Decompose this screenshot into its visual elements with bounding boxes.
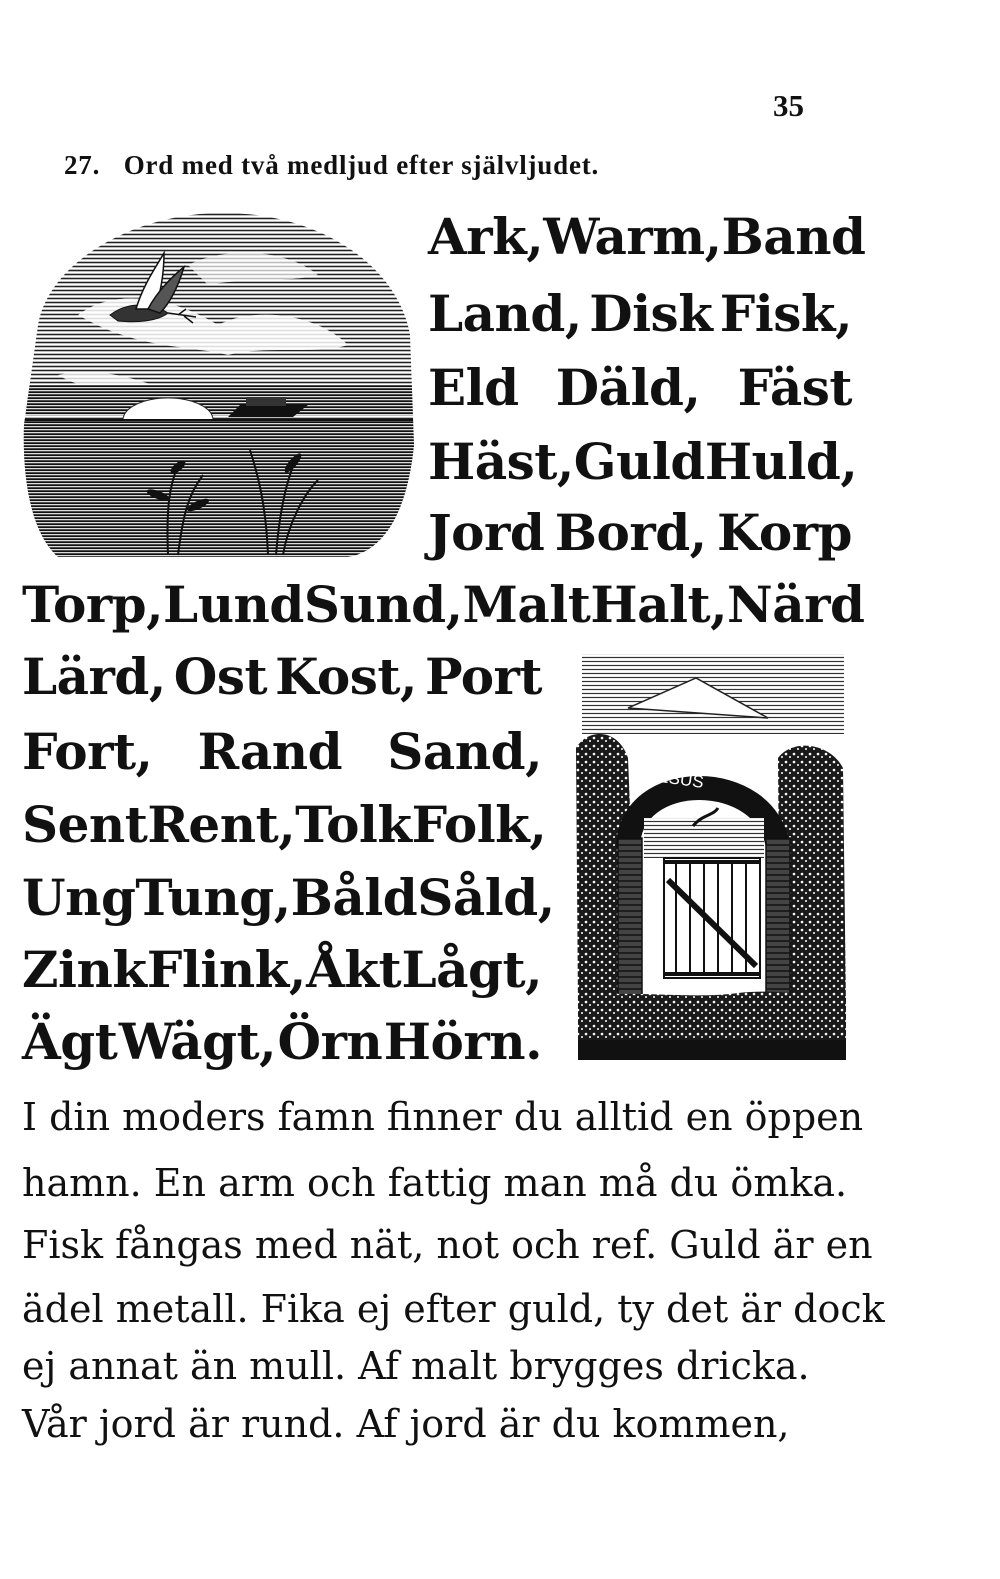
- word: Flink,: [146, 940, 306, 999]
- word: Lärd,: [22, 647, 166, 706]
- word-line: [22, 1012, 542, 1071]
- word-line: [22, 575, 865, 634]
- word: Port: [424, 647, 542, 706]
- prose-line: hamn. En arm och fattig man må du ömka.: [22, 1161, 848, 1205]
- word: Eld: [428, 358, 519, 417]
- word: Sand,: [387, 722, 542, 781]
- word: Malt: [462, 575, 591, 634]
- word: Ost: [173, 647, 268, 706]
- word: Tung,: [135, 868, 291, 927]
- word: Warm,: [543, 207, 722, 266]
- section-heading: [64, 150, 599, 181]
- section-title: Ord med två medljud efter självljudet.: [123, 150, 600, 180]
- word: Åkt: [306, 940, 402, 999]
- word: Lund: [163, 575, 304, 634]
- word: Såld,: [417, 868, 555, 927]
- arch-text: JESUS: [647, 765, 705, 792]
- word: Ung: [22, 868, 136, 927]
- word: Hörn.: [383, 1012, 542, 1071]
- gate: [664, 858, 760, 978]
- word: Sent: [22, 795, 148, 854]
- prose-line: Vår jord är rund. Af jord är du kommen,: [22, 1402, 790, 1446]
- word: Närd: [727, 575, 865, 634]
- gate-illustration: [568, 648, 850, 1066]
- word-line: [428, 503, 852, 562]
- word: Häst,: [428, 432, 574, 491]
- word: Tolk: [295, 795, 412, 854]
- word-line: [428, 432, 858, 491]
- word: Fisk,: [719, 284, 852, 343]
- word: Folk,: [411, 795, 547, 854]
- word: Guld: [573, 432, 705, 491]
- word-line: [22, 795, 547, 854]
- word: Jord: [428, 503, 545, 562]
- word: Disk: [589, 284, 713, 343]
- word: Lågt,: [401, 940, 542, 999]
- sunset-illustration: [18, 205, 418, 565]
- word-line: [428, 207, 866, 266]
- word-line: [428, 358, 852, 417]
- word: Huld,: [704, 432, 858, 491]
- word-line: [22, 940, 542, 999]
- word: Ägt: [22, 1012, 118, 1071]
- word: Båld: [290, 868, 418, 927]
- word: Sund,: [303, 575, 463, 634]
- word: Fort,: [22, 722, 153, 781]
- section-number: 27.: [64, 150, 101, 180]
- prose-line: ej annat än mull. Af malt brygges dricka.: [22, 1344, 810, 1388]
- word-line: [428, 284, 852, 343]
- word: Zink: [22, 940, 147, 999]
- word: Band: [721, 207, 866, 266]
- prose-line: Fisk fångas med nät, not och ref. Guld är en: [22, 1223, 873, 1267]
- word: Bord,: [554, 503, 707, 562]
- word-line: [22, 647, 542, 706]
- word-line: [22, 868, 555, 927]
- word: Rand: [197, 722, 343, 781]
- word: Land,: [428, 284, 582, 343]
- word: Torp,: [22, 575, 164, 634]
- word: Halt,: [590, 575, 728, 634]
- word: Korp: [716, 503, 852, 562]
- word: Wägt,: [118, 1012, 277, 1071]
- page-number: 35: [773, 88, 804, 123]
- word: Örn: [277, 1012, 383, 1071]
- word: Rent,: [147, 795, 296, 854]
- word-line: [22, 722, 542, 781]
- word: Ark,: [428, 207, 544, 266]
- prose-line: I din moders famn finner du alltid en öppen: [22, 1095, 864, 1139]
- prose-line: ädel metall. Fika ej efter guld, ty det är dock: [22, 1287, 885, 1331]
- word: Däld,: [555, 358, 701, 417]
- word: Kost,: [275, 647, 417, 706]
- word: Fäst: [737, 358, 852, 417]
